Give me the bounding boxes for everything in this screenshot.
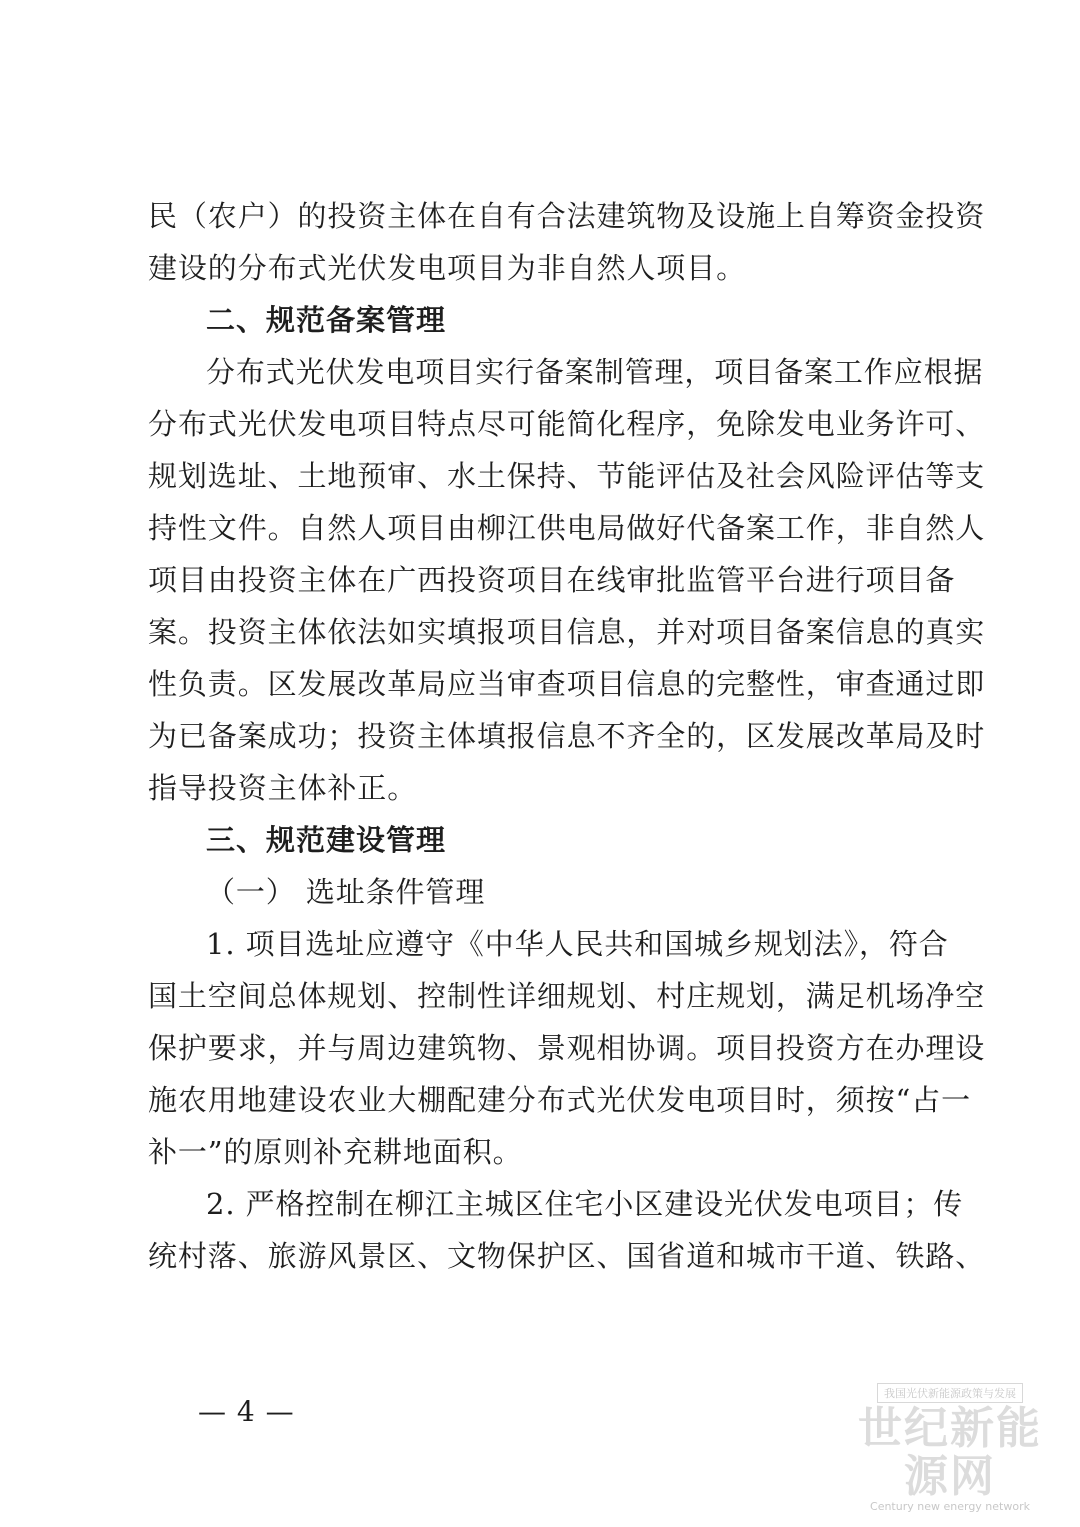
paragraph-line: 统村落、旅游风景区、文物保护区、国省道和城市干道、铁路、 [148,1239,986,1273]
paragraph-line: 为已备案成功；投资主体填报信息不齐全的，区发展改革局及时 [148,719,986,753]
document-body [148,190,986,1282]
paragraph-line: 分布式光伏发电项目实行备案制管理，项目备案工作应根据 [206,355,984,389]
paragraph-line: 持性文件。自然人项目由柳江供电局做好代备案工作，非自然人 [148,511,986,545]
paragraph-line: 分布式光伏发电项目特点尽可能简化程序，免除发电业务许可、 [148,407,986,441]
paragraph-line: 规划选址、土地预审、水土保持、节能评估及社会风险评估等支 [148,459,986,493]
subsection-heading: （一） 选址条件管理 [206,875,486,909]
paragraph-line: 施农用地建设农业大棚配建分布式光伏发电项目时，须按“占一 [148,1083,972,1117]
paragraph-line: 保护要求，并与周边建筑物、景观相协调。项目投资方在办理设 [148,1031,986,1065]
section-heading: 二、规范备案管理 [206,303,447,337]
section-heading: 三、规范建设管理 [206,823,447,857]
watermark-title: 世纪新能源网 [858,1403,1042,1502]
page-number: — 4 — [198,1395,295,1428]
watermark [850,1382,1050,1513]
paragraph-line: 国土空间总体规划、控制性详细规划、村庄规划，满足机场净空 [148,979,986,1013]
paragraph-line: 建设的分布式光伏发电项目为非自然人项目。 [148,251,747,285]
paragraph-line: 2. 严格控制在柳江主城区住宅小区建设光伏发电项目；传 [206,1187,964,1221]
paragraph-line: 指导投资主体补正。 [148,771,418,805]
watermark-subtitle: 我国光伏新能源政策与发展 [877,1383,1023,1403]
paragraph-line: 1. 项目选址应遵守《中华人民共和国城乡规划法》，符合 [206,927,949,961]
paragraph-line: 性负责。区发展改革局应当审查项目信息的完整性，审查通过即 [148,667,986,701]
paragraph-line: 补一”的原则补充耕地面积。 [148,1135,523,1169]
paragraph-line: 案。投资主体依法如实填报项目信息，并对项目备案信息的真实 [148,615,986,649]
paragraph-line: 项目由投资主体在广西投资项目在线审批监管平台进行项目备 [148,563,956,597]
watermark-english: Century new energy network [870,1500,1030,1513]
paragraph-line: 民（农户）的投资主体在自有合法建筑物及设施上自筹资金投资 [148,199,986,233]
